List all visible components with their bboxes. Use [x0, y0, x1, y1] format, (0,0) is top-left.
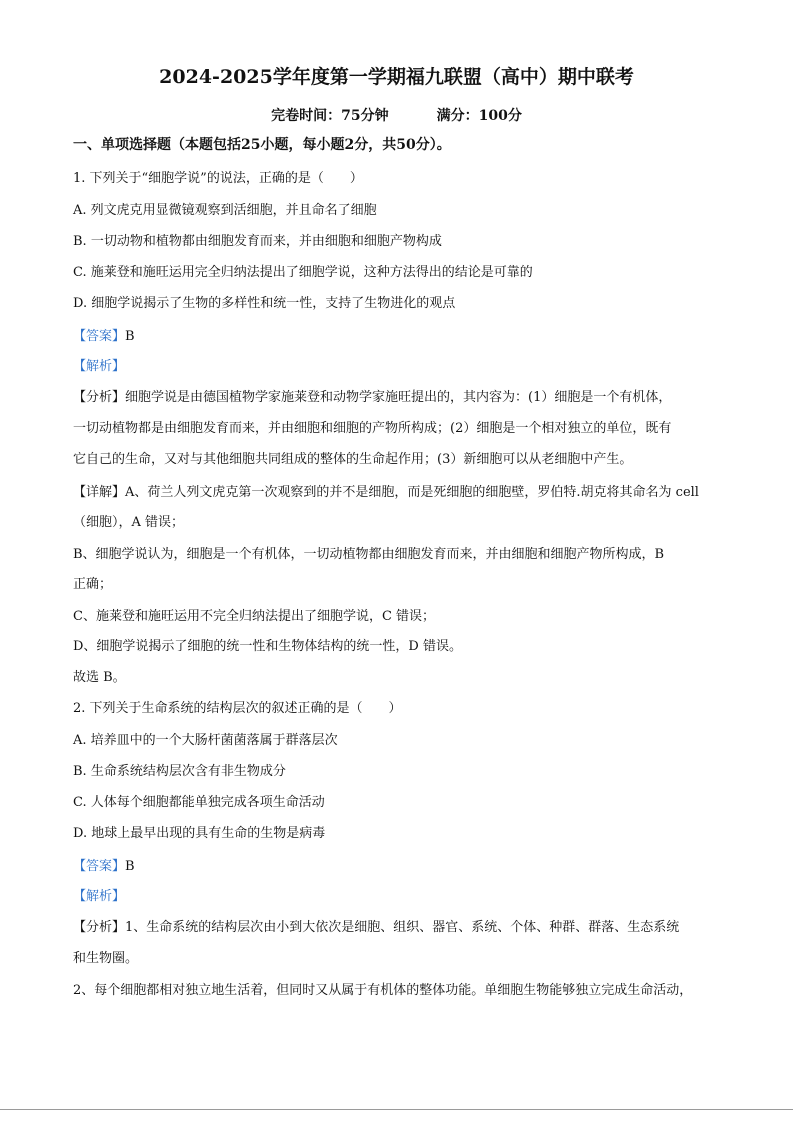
fenxi-tag: 【分析】 — [73, 390, 126, 405]
q1-xiangjie-line-1 — [73, 484, 733, 502]
q1-xiangjie-line-3: B、细胞学说认为，细胞是一个有机体，一切动植物都由细胞发育而来，并由细胞和细胞产物所构成，B — [73, 547, 665, 562]
q2-analysis-tag — [73, 888, 733, 906]
section-heading: 一、单项选择题（本题包括25小题，每小题2分，共50分）。 — [73, 137, 451, 153]
q1-option-c: C. 施莱登和施旺运用完全归纳法提出了细胞学说，这种方法得出的结论是可靠的 — [73, 265, 533, 280]
analysis-tag: 【解析】 — [73, 889, 126, 904]
q2-fenxi-line-2: 和生物圈。 — [73, 951, 139, 966]
exam-title: 2024-2025学年度第一学期福九联盟（高中）期中联考 — [159, 66, 634, 88]
answer-value: B — [125, 859, 135, 874]
q2-option-c: C. 人体每个细胞都能单独完成各项生命活动 — [73, 795, 325, 810]
exam-time: 完卷时间：75分钟 — [271, 108, 389, 124]
analysis-tag: 【解析】 — [73, 359, 126, 374]
q2-stem: 2. 下列关于生命系统的结构层次的叙述正确的是（ ） — [73, 701, 402, 716]
q1-xiangjie-line-4: 正确； — [73, 577, 113, 592]
q2-answer — [73, 858, 733, 876]
q1-stem: 1. 下列关于“细胞学说”的说法，正确的是（ ） — [73, 171, 363, 186]
fenxi-text: 1、生命系统的结构层次由小到大依次是细胞、组织、器官、系统、个体、种群、群落、生态系统 — [125, 920, 680, 935]
q1-analysis-tag — [73, 358, 733, 376]
fenxi-tag: 【分析】 — [73, 920, 126, 935]
q1-answer — [73, 328, 733, 346]
fenxi-text: 细胞学说是由德国植物学家施莱登和动物学家施旺提出的，其内容为：(1）细胞是一个有机体， — [125, 390, 672, 405]
xiangjie-tag: 【详解】 — [73, 485, 126, 500]
q2-option-b: B. 生命系统结构层次含有非生物成分 — [73, 764, 286, 779]
answer-value: B — [125, 329, 135, 344]
q2-option-d: D. 地球上最早出现的具有生命的生物是病毒 — [73, 826, 326, 841]
q1-option-b: B. 一切动物和植物都由细胞发育而来，并由细胞和细胞产物构成 — [73, 234, 442, 249]
q1-fenxi-line-3: 它自己的生命，又对与其他细胞共同组成的整体的生命起作用；(3）新细胞可以从老细胞中产生。 — [73, 452, 633, 467]
q1-fenxi-line-2: 一切动植物都是由细胞发育而来，并由细胞和细胞的产物所构成；(2）细胞是一个相对独立的单位，既有 — [73, 421, 672, 436]
q2-option-a: A. 培养皿中的一个大肠杆菌菌落属于群落层次 — [73, 733, 338, 748]
xiangjie-text: A、荷兰人列文虎克第一次观察到的并不是细胞，而是死细胞的细胞壁，罗伯特.胡克将其命名为 cell — [125, 485, 699, 500]
q2-fenxi-line-3: 2、每个细胞都相对独立地生活着，但同时又从属于有机体的整体功能。单细胞生物能够独立完成生命活动， — [73, 983, 693, 998]
q1-xiangjie-line-5: C、施莱登和施旺运用不完全归纳法提出了细胞学说，C 错误； — [73, 609, 436, 624]
q1-xiangjie-line-2: （细胞），A 错误； — [73, 515, 185, 530]
q1-option-d: D. 细胞学说揭示了生物的多样性和统一性，支持了生物进化的观点 — [73, 296, 456, 311]
q2-fenxi-line-1 — [73, 919, 733, 937]
exam-score: 满分：100分 — [436, 108, 522, 124]
q1-option-a: A. 列文虎克用显微镜观察到活细胞，并且命名了细胞 — [73, 203, 377, 218]
answer-tag: 【答案】 — [73, 329, 126, 344]
q1-xiangjie-line-7: 故选 B。 — [73, 670, 126, 685]
q1-xiangjie-line-6: D、细胞学说揭示了细胞的统一性和生物体结构的统一性，D 错误。 — [73, 639, 462, 654]
exam-info — [0, 106, 793, 126]
answer-tag: 【答案】 — [73, 859, 126, 874]
page-bottom-divider — [0, 1109, 793, 1110]
q1-fenxi-line-1 — [73, 389, 733, 407]
